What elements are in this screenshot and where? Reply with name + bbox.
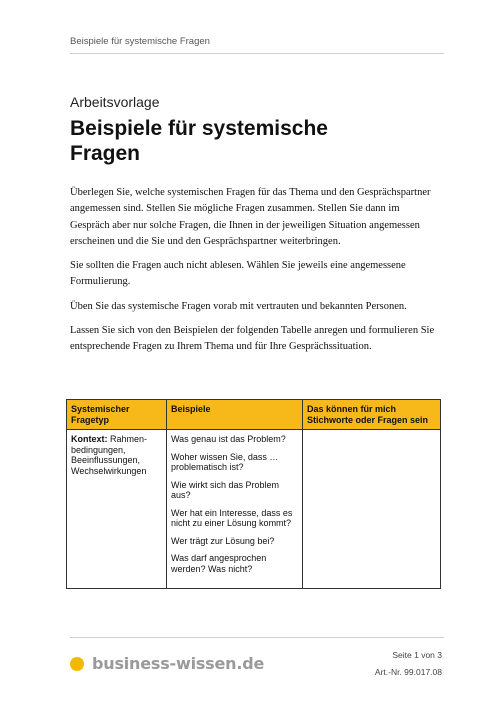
document-title (70, 116, 450, 166)
example-question: Wer trägt zur Lösung bei? (171, 535, 275, 546)
running-header: Beispiele für systemische Fragen (70, 36, 210, 47)
page-info (375, 647, 442, 681)
type-label: Kontext: (71, 434, 108, 444)
example-question: Woher wissen Sie, dass … problematisch ist? (171, 451, 279, 472)
example-question: Wie wirkt sich das Problem aus? (171, 479, 280, 500)
paragraph: Üben Sie das systemische Fragen vorab mit vertrauten und bekannten Personen. (70, 300, 407, 312)
logo-dot-icon (70, 657, 84, 671)
header-cell-beispiele: Beispiele (167, 400, 303, 430)
paragraph: Überlegen Sie, welche systemischen Fragen für das Thema und den Gesprächspartner angemessen sind. Stellen Sie mögliche Fragen zusammen. Stellen Sie dann im Gespräch aber nur solche Fragen, die Ihnen in der jeweiligen Situation angemessen erscheinen und die Sie und den Gesprächspartner weiterbringen. (70, 187, 431, 247)
paragraph: Lassen Sie sich von den Beispielen der folgenden Tabelle anregen und formulieren Sie entsprechende Fragen zu Ihrem Thema und für Ihre Gesprächssituation. (70, 325, 435, 353)
cell-beispiele (167, 430, 303, 589)
question-table (66, 399, 441, 589)
type-description: Rahmen-bedingungen, Beeinflussungen, Wechselwirkungen (71, 434, 148, 476)
logo-wordmark: business-wissen.de (92, 654, 265, 673)
header-divider (70, 53, 444, 54)
example-question: Was genau ist das Problem? (171, 434, 286, 444)
example-question: Was darf angesprochen werden? Was nicht? (171, 553, 267, 574)
header-cell-notes: Das können für mich Stichworte oder Fragen sein (303, 400, 441, 430)
cell-fragetyp (67, 430, 167, 589)
document-kicker: Arbeitsvorlage (70, 94, 160, 110)
intro-text (70, 185, 440, 364)
cell-notes[interactable] (303, 430, 441, 589)
brand-logo (70, 654, 264, 673)
table-header-row (67, 400, 441, 430)
paragraph: Sie sollten die Fragen auch nicht ablesen. Wählen Sie jeweils eine angemessene Formulierung. (70, 260, 406, 288)
footer-divider (70, 637, 444, 638)
table-row (67, 430, 441, 589)
page-number: Seite 1 von 3 (392, 650, 442, 660)
title-line-1: Beispiele für systemische (70, 117, 328, 140)
title-line-2: Fragen (70, 142, 141, 165)
header-cell-fragetyp: Systemischer Fragetyp (67, 400, 167, 430)
article-number: Art.-Nr. 99.017.08 (374, 667, 442, 677)
example-question: Wer hat ein Interesse, dass es nicht zu einer Lösung kommt? (171, 507, 293, 528)
